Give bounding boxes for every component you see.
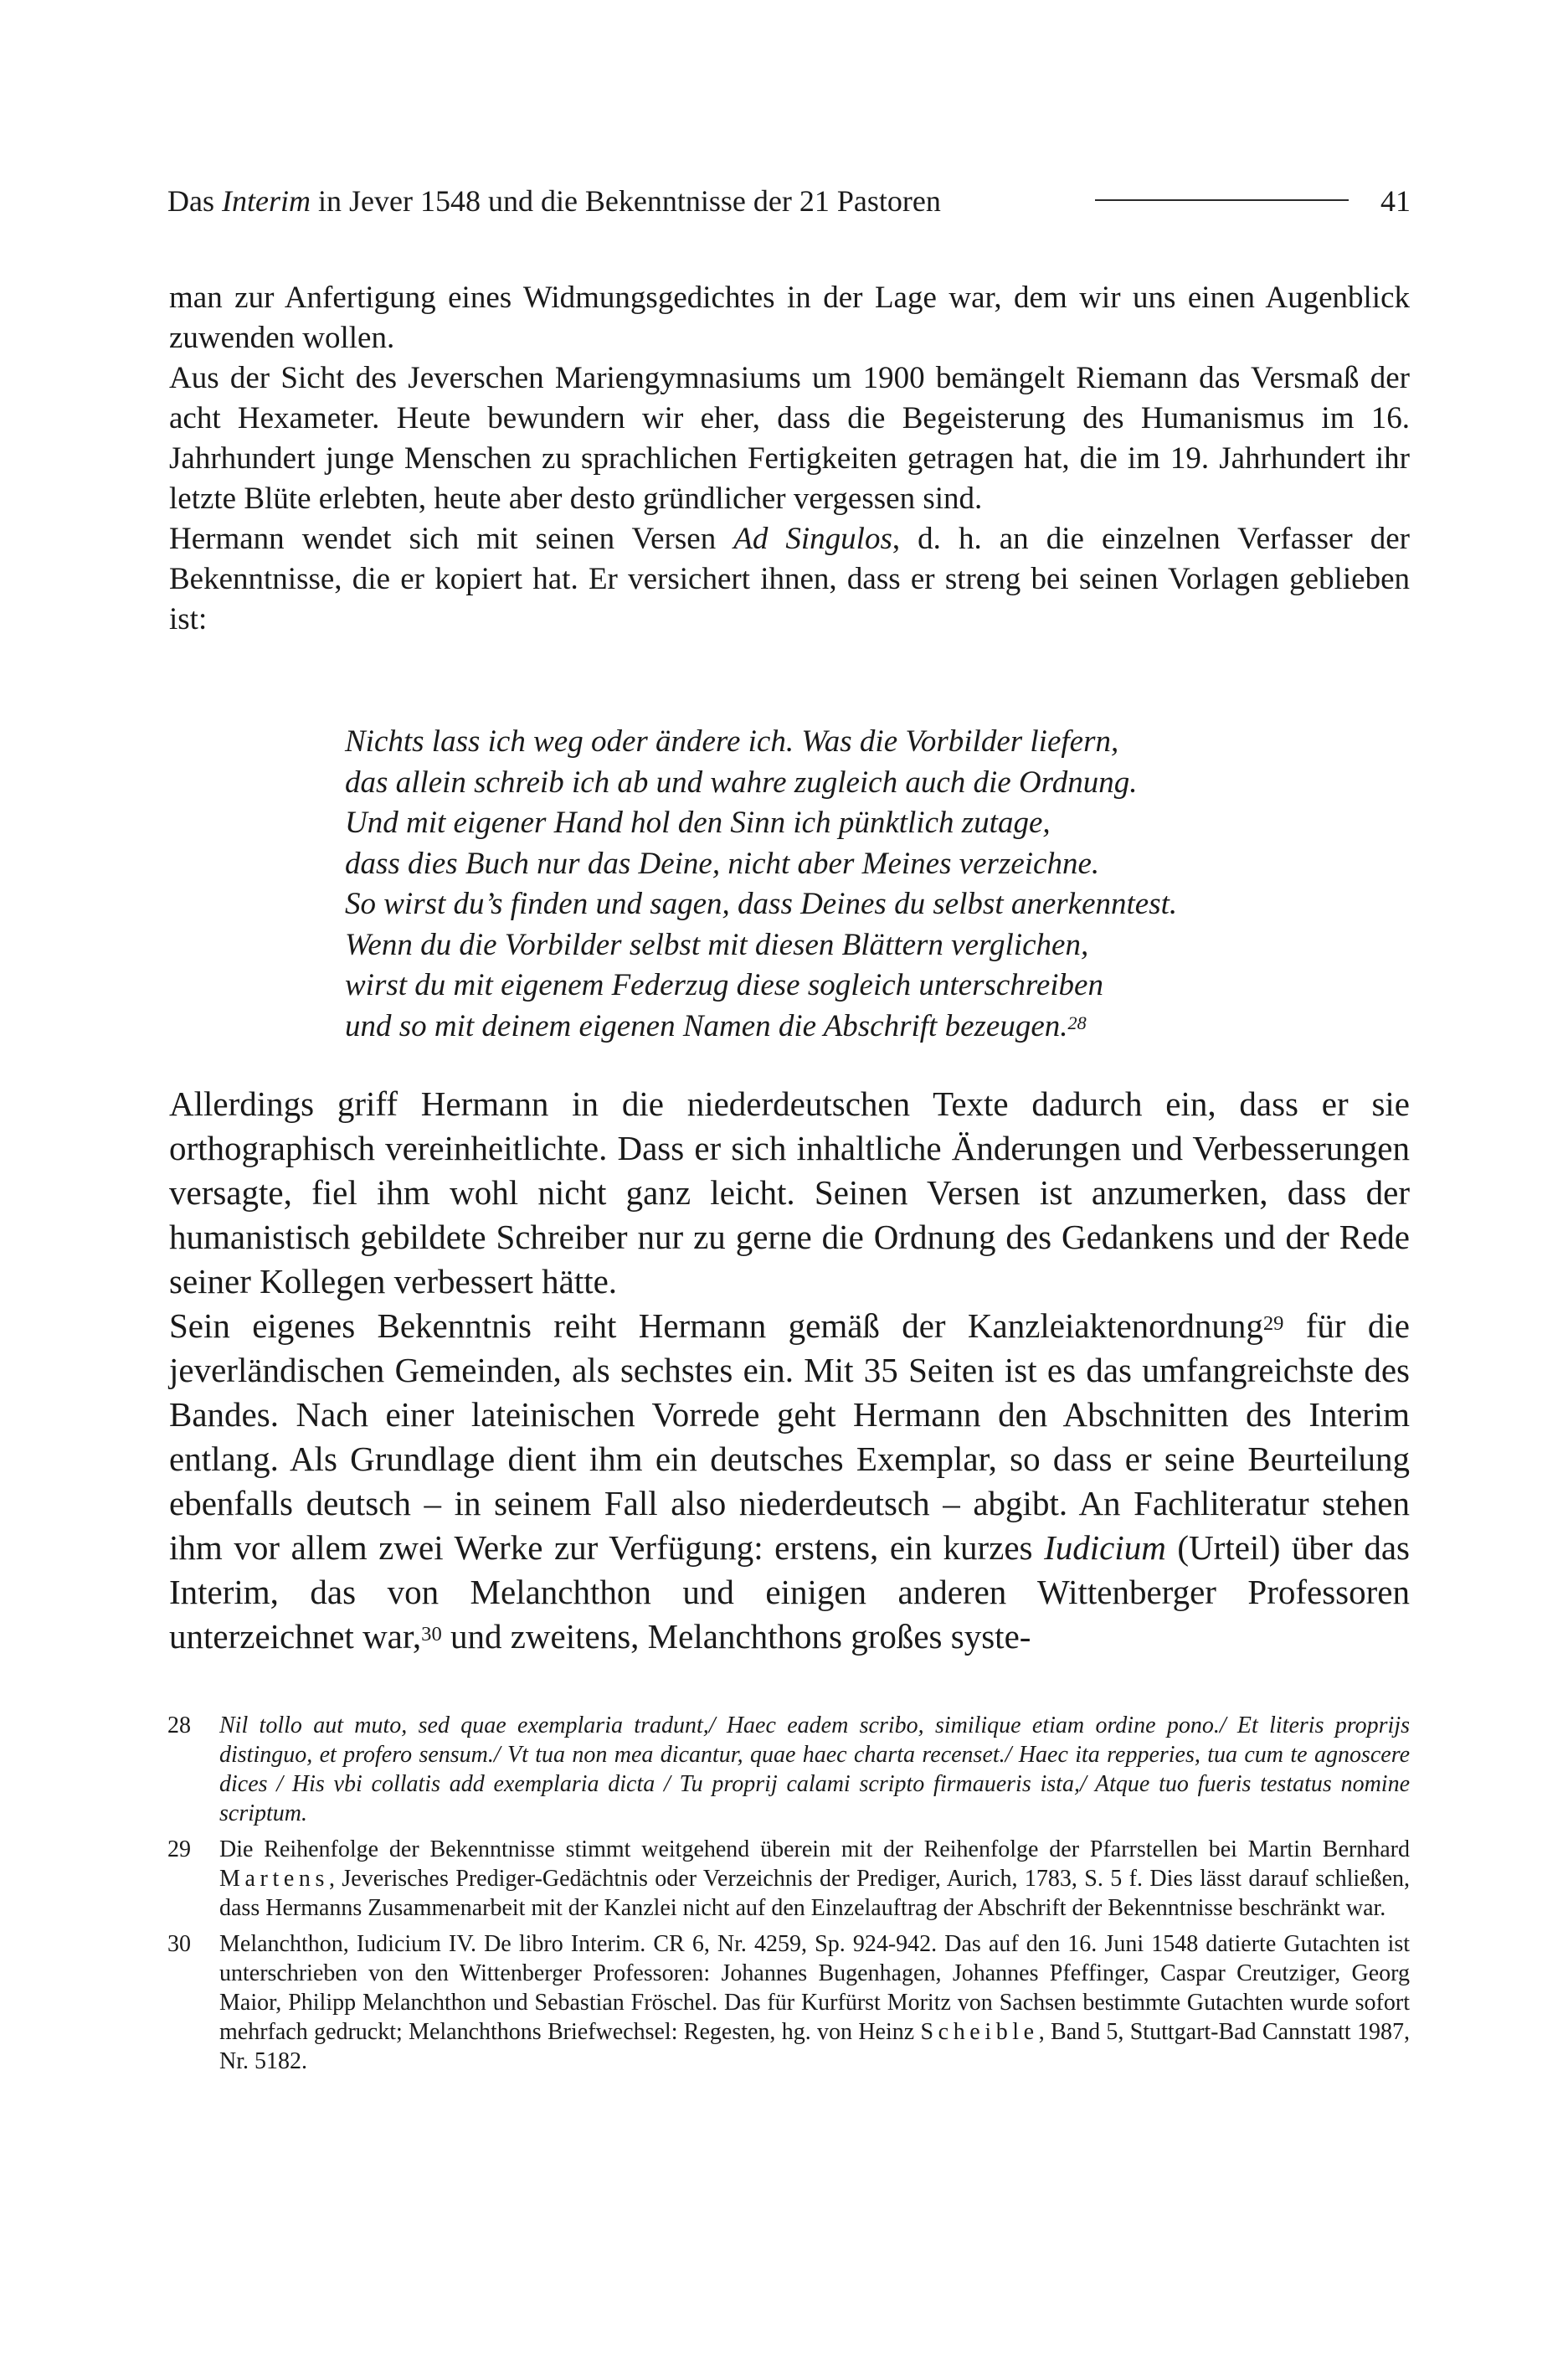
footnote-text: Nil tollo aut muto, sed quae exemplaria tradunt,/ Haec eadem scribo, similique etiam ordine pono./ Et literis proprijs distinguo, et profero sensum./ Vt tua non mea dicantur, quae haec charta recenset./ Haec ita repperies, tua cum te agnoscere dices / His vbi collatis add exemplaria dicta / Tu proprij calami scripto firmaueris ista,/ Atque tuo fueris testatus nomine scriptum. (219, 1712, 1410, 1826)
footnote-number: 29 (167, 1836, 191, 1862)
verse-line: So wirst du’s finden und sagen, dass Deines du selbst anerkenntest. (345, 887, 1178, 921)
paragraph: man zur Anfertigung eines Widmungsgedichtes in der Lage war, dem wir uns einen Augenblick zuwenden wollen. (169, 281, 1410, 355)
verse-line: wirst du mit eigenem Federzug diese sogleich unterschreiben (345, 968, 1103, 1002)
running-head (167, 183, 1411, 219)
footnote-ref: 28 (1067, 1012, 1087, 1033)
verse-line: Wenn du die Vorbilder selbst mit diesen Blättern verglichen, (345, 927, 1089, 962)
verse-line: Nichts lass ich weg oder ändere ich. Was die Vorbilder liefern, (345, 724, 1119, 759)
footnote-ref: 30 (421, 1623, 442, 1646)
footnote-number: 30 (167, 1931, 191, 1957)
footnote (167, 1711, 1410, 1828)
paragraph: Aus der Sicht des Jeverschen Mariengymnasiums um 1900 bemängelt Riemann das Versmaß der acht Hexameter. Heute bewundern wir eher, dass die Begeisterung des Humanismus im 16. Jahrhundert junge Menschen zu sprachlichen Fertigkeiten getragen hat, die im 19. Jahrhundert ihr letzte Blüte erlebten, heute aber desto gründlicher vergessen sind. (169, 361, 1410, 516)
body-text-lower (169, 1082, 1410, 1659)
footnote-ref: 29 (1262, 1312, 1284, 1336)
verse-line: das allein schreib ich ab und wahre zugleich auch die Ordnung. (345, 765, 1138, 800)
footnote (167, 1929, 1410, 2076)
running-head-title: Das Interim in Jever 1548 und die Bekenntnisse der 21 Pastoren (167, 184, 941, 218)
page-number: 41 (1380, 184, 1411, 218)
footnotes (167, 1711, 1410, 2083)
footnote-number: 28 (167, 1712, 191, 1738)
verse-line: und so mit deinem eigenen Namen die Abschrift bezeugen.$^{28}$ (345, 1008, 1087, 1043)
footnote (167, 1835, 1410, 1923)
body-text-upper (169, 278, 1410, 640)
verse-quotation (345, 722, 1308, 1047)
footnote-text: Melanchthon, Iudicium IV. De libro Interim. CR 6, Nr. 4259, Sp. 924-942. Das auf den 16. Juni 1548 datierte Gutachten ist unterschrieben von den Wittenberger Professoren: Johannes Bugenhagen, Johannes Pfeffinger, Caspar Creutziger, Georg Maior, Philipp Melanchthon und Sebastian Fröschel. Das für Kurfürst Moritz von Sachsen bestimmte Gutachten wurde sofort mehrfach gedruckt; Melanchthons Briefwechsel: Regesten, hg. von Heinz Scheible, Band 5, Stuttgart-Bad Cannstatt 1987, Nr. 5182. (219, 1931, 1410, 2074)
paragraph: Allerdings griff Hermann in die niederdeutschen Texte dadurch ein, dass er sie orthographisch vereinheitlichte. Dass er sich inhaltliche Änderungen und Verbesserungen versagte, fiel ihm wohl nicht ganz leicht. Seinen Versen ist anzumerken, dass der humanistisch gebildete Schreiber nur zu gerne die Ordnung des Gedankens und der Rede seiner Kollegen verbessert hätte. (169, 1084, 1410, 1300)
paragraph: Sein eigenes Bekenntnis reiht Hermann gemäß der Kanzleiaktenordnung$^{29}$ für die jeverländischen Gemeinden, als sechstes ein. Mit 35 Seiten ist es das umfangreichste des Bandes. Nach einer lateinischen Vorrede geht Hermann den Abschnitten des Interim entlang. Als Grundlage dient ihm ein deutsches Exemplar, so dass er seine Beurteilung ebenfalls deutsch – in seinem Fall also niederdeutsch – abgibt. An Fachliteratur stehen ihm vor allem zwei Werke zur Verfügung: erstens, ein kurzes Iudicium (Urteil) über das Interim, das von Melanchthon und einigen anderen Wittenberger Professoren unterzeichnet war,$^{30}$ und zweitens, Melanchthons großes syste- (169, 1306, 1410, 1656)
paragraph: Hermann wendet sich mit seinen Versen Ad Singulos, d. h. an die einzelnen Verfasser der Bekenntnisse, die er kopiert hat. Er versichert ihnen, dass er streng bei seinen Vorlagen geblieben ist: (169, 522, 1410, 636)
verse-line: dass dies Buch nur das Deine, nicht aber Meines verzeichne. (345, 846, 1100, 881)
verse-line: Und mit eigener Hand hol den Sinn ich pünktlich zutage, (345, 806, 1051, 840)
running-head-rule (1095, 199, 1349, 201)
footnote-text: Die Reihenfolge der Bekenntnisse stimmt weitgehend überein mit der Reihenfolge der Pfarrstellen bei Martin Bernhard Martens, Jeverisches Prediger-Gedächtnis oder Verzeichnis der Prediger, Aurich, 1783, S. 5 f. Dies lässt darauf schließen, dass Hermanns Zusammenarbeit mit der Kanzlei nicht auf den Einzelauftrag der Abschrift der Bekenntnisse beschränkt war. (219, 1836, 1410, 1921)
